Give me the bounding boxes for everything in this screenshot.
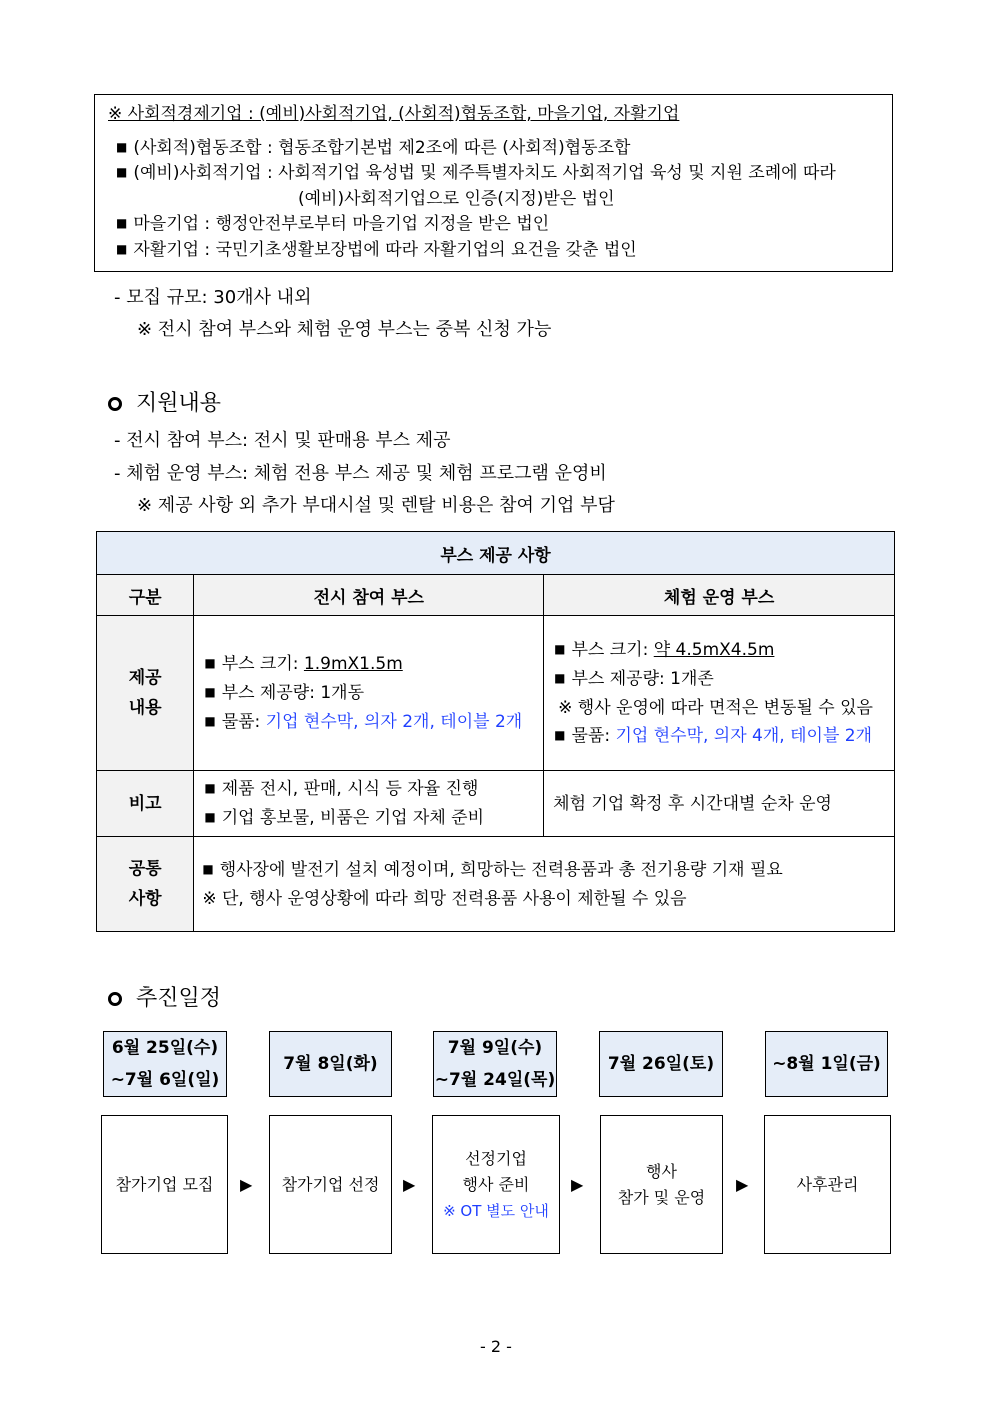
circle-bullet-icon: [108, 992, 122, 1006]
row-remark-label: 비고: [97, 771, 194, 837]
notice-item-continued: (예비)사회적기업으로 인증(지정)받은 법인: [298, 189, 615, 209]
exhibit-remark-cell: ■ 제품 전시, 판매, 시식 등 자율 진행 ■ 기업 홍보물, 비품은 기업 자체 준비: [194, 771, 544, 837]
support-line: - 체험 운영 부스: 체험 전용 부스 제공 및 체험 프로그램 운영비: [114, 463, 607, 484]
date-box: 7월 9일(수) ~7월 24일(목): [433, 1031, 557, 1097]
step-box: 참가기업 모집: [101, 1115, 228, 1254]
experience-provide-cell: ■ 부스 크기: 약 4.5mX4.5m ■ 부스 제공량: 1개존 ※ 행사 운영에 따라 면적은 변동될 수 있음 ■ 물품: 기업 현수막, 의자 4개, 테이블 2개: [544, 616, 895, 771]
arrow-right-icon: ▶: [736, 1175, 749, 1194]
arrow-right-icon: ▶: [240, 1175, 253, 1194]
support-line: - 전시 참여 부스: 전시 및 판매용 부스 제공: [114, 430, 451, 451]
table-title: 부스 제공 사항: [97, 532, 895, 575]
notice-item: ■ (예비)사회적기업 : 사회적기업 육성법 및 제주특별자치도 사회적기업 육성 및 지원 조례에 따라: [116, 163, 836, 183]
arrow-right-icon: ▶: [571, 1175, 584, 1194]
row-common-label: 공통 사항: [97, 837, 194, 932]
common-cell: ■ 행사장에 발전기 설치 예정이며, 희망하는 전력용품과 총 전기용량 기재 필요 ※ 단, 행사 운영상황에 따라 희망 전력용품 사용이 제한될 수 있음: [194, 837, 895, 932]
booth-spec-table: [96, 531, 895, 932]
date-box: ~8월 1일(금): [765, 1031, 888, 1097]
page-number: - 2 -: [480, 1337, 512, 1356]
row-provide-label: 제공 내용: [97, 616, 194, 771]
experience-remark-cell: 체험 기업 확정 후 시간대별 순차 운영: [544, 771, 895, 837]
step-box: 선정기업 행사 준비 ※ OT 별도 안내: [432, 1115, 560, 1254]
exhibit-provide-cell: ■ 부스 크기: 1.9mX1.5m ■ 부스 제공량: 1개동 ■ 물품: 기업 현수막, 의자 2개, 테이블 2개: [194, 616, 544, 771]
step-box: 행사 참가 및 운영: [600, 1115, 723, 1254]
support-note: ※ 제공 사항 외 추가 부대시설 및 렌탈 비용은 참여 기업 부담: [137, 495, 615, 516]
notice-item: ■ 자활기업 : 국민기초생활보장법에 따라 자활기업의 요건을 갖춘 법인: [116, 240, 637, 260]
notice-item: ■ 마을기업 : 행정안전부로부터 마을기업 지정을 받은 법인: [116, 214, 550, 234]
step-box: 참가기업 선정: [269, 1115, 392, 1254]
step-box: 사후관리: [764, 1115, 891, 1254]
arrow-right-icon: ▶: [403, 1175, 416, 1194]
support-heading: 지원내용: [108, 393, 221, 415]
circle-bullet-icon: [108, 397, 122, 411]
date-box: 7월 8일(화): [269, 1031, 392, 1097]
schedule-heading: 추진일정: [108, 988, 221, 1010]
recruit-note: ※ 전시 참여 부스와 체험 운영 부스는 중복 신청 가능: [137, 319, 552, 340]
col-exhibit: 전시 참여 부스: [194, 575, 544, 616]
date-box: 6월 25일(수) ~7월 6일(일): [103, 1031, 227, 1097]
notice-item: ■ (사회적)협동조합 : 협동조합기본법 제2조에 따른 (사회적)협동조합: [116, 138, 631, 158]
notice-title: ※ 사회적경제기업 : (예비)사회적기업, (사회적)협동조합, 마을기업, 자활기업: [108, 104, 680, 124]
col-category: 구분: [97, 575, 194, 616]
date-box: 7월 26일(토): [599, 1031, 723, 1097]
recruit-scale: - 모집 규모: 30개사 내외: [114, 287, 312, 308]
col-experience: 체험 운영 부스: [544, 575, 895, 616]
